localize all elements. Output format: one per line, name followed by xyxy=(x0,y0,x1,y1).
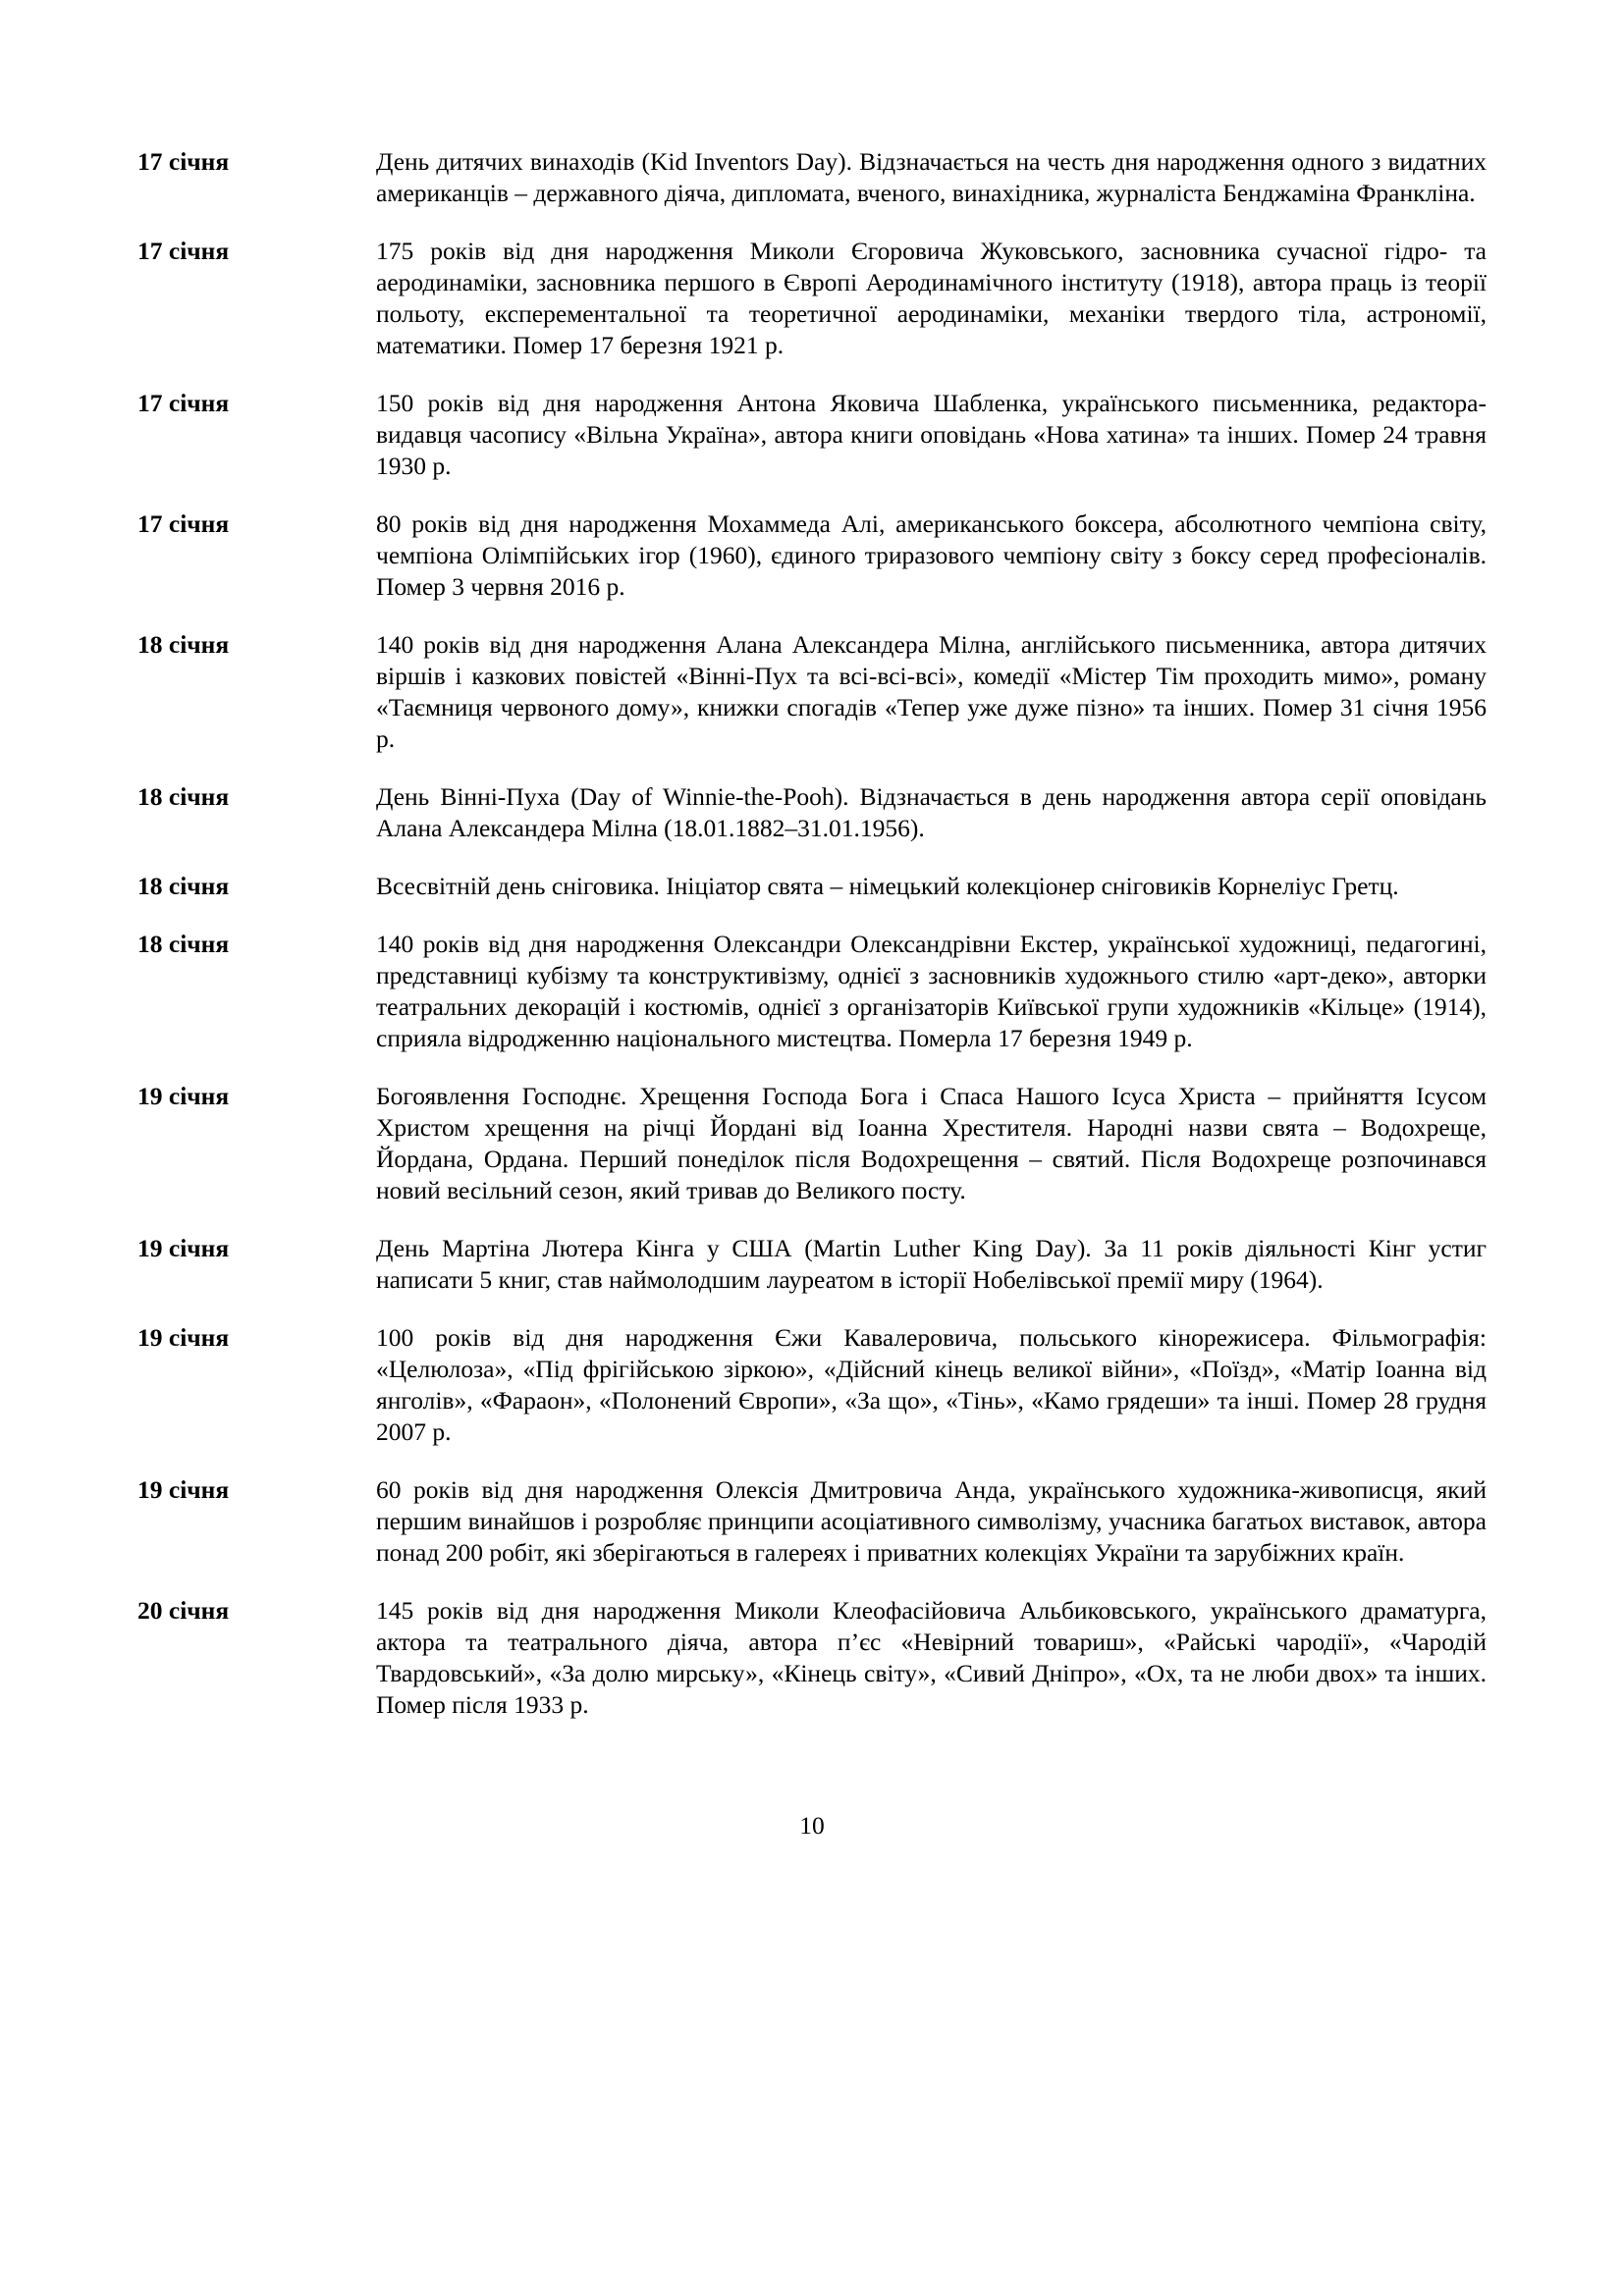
calendar-entry xyxy=(137,508,1487,603)
calendar-entry xyxy=(137,236,1487,361)
calendar-entry xyxy=(137,1322,1487,1448)
calendar-entry xyxy=(137,146,1487,209)
entry-description: 100 років від дня народження Єжи Кавалеровича, польського кінорежисера. Фільмографія: «Целюлоза», «Під фрігійською зіркою», «Дійсний кінець великої війни», «Поїзд», «Матір Іоанна від янголів», «Фараон», «Полонений Європи», «За що», «Тінь», «Камо грядеши» та інші. Помер 28 грудня 2007 р. xyxy=(376,1323,1487,1446)
entry-description: 80 років від дня народження Мохаммеда Алі, американського боксера, абсолютного чемпіона світу, чемпіона Олімпійських ігор (1960), єдиного триразового чемпіону світу з боксу серед професіоналів. Помер 3 червня 2016 р. xyxy=(376,509,1487,601)
calendar-entry xyxy=(137,629,1487,755)
entry-description: Всесвітній день сніговика. Ініціатор свята – німецький колекціонер сніговиків Корнеліус Гретц. xyxy=(376,872,1399,900)
entry-date: 17 січня xyxy=(137,509,230,538)
calendar-entry xyxy=(137,1595,1487,1721)
entry-date: 19 січня xyxy=(137,1323,230,1352)
entry-date: 18 січня xyxy=(137,872,230,900)
entry-date: 18 січня xyxy=(137,782,230,811)
calendar-entry xyxy=(137,781,1487,844)
entry-date: 17 січня xyxy=(137,237,230,265)
entry-date: 20 січня xyxy=(137,1596,230,1625)
entry-description: День Мартіна Лютера Кінга у США (Martin Luther King Day). За 11 років діяльності Кінг устиг написати 5 книг, став наймолодшим лауреатом в історії Нобелівської премії миру (1964). xyxy=(376,1234,1487,1294)
entry-date: 17 січня xyxy=(137,147,230,176)
calendar-entry xyxy=(137,388,1487,482)
entry-date: 17 січня xyxy=(137,389,230,417)
entry-description: 150 років від дня народження Антона Яковича Шабленка, українського письменника, редактора-видавця часопису «Вільна Україна», автора книги оповідань «Нова хатина» та інших. Помер 24 травня 1930 р. xyxy=(376,389,1487,480)
entry-date: 18 січня xyxy=(137,630,230,659)
calendar-entry xyxy=(137,871,1487,902)
page-number: 10 xyxy=(799,1811,825,1840)
entry-date: 19 січня xyxy=(137,1082,230,1110)
entry-date: 19 січня xyxy=(137,1475,230,1504)
calendar-entry xyxy=(137,1233,1487,1296)
entry-description: 145 років від дня народження Миколи Клеофасійовича Альбиковського, українського драматурга, актора та театрального діяча, автора п’єс «Невірний товариш», «Райські чародії», «Чародій Твардовський», «За долю мирську», «Кінець світу», «Сивий Дніпро», «Ох, та не люби двох» та інших. Помер після 1933 р. xyxy=(376,1596,1487,1719)
entry-description: День дитячих винаходів (Kid Inventors Day). Відзначається на честь дня народження одного з видатних американців – державного діяча, дипломата, вченого, винахідника, журналіста Бенджаміна Франкліна. xyxy=(376,147,1487,207)
calendar-entry xyxy=(137,929,1487,1054)
entry-description: 140 років від дня народження Алана Александера Мілна, англійського письменника, автора дитячих віршів і казкових повістей «Вінні-Пух та всі-всі-всі», комедії «Містер Тім проходить мимо», роману «Таємниця червоного дому», книжки спогадів «Тепер уже дуже пізно» та інших. Помер 31 січня 1956 р. xyxy=(376,630,1487,753)
entry-description: 140 років від дня народження Олександри Олександрівни Екстер, української художниці, педагогині, представниці кубізму та конструктивізму, однієї з засновників художнього стилю «арт-деко», авторки театральних декорацій і костюмів, однієї з організаторів Київської групи художників «Кільце» (1914), сприяла відродженню національного мистецтва. Померла 17 березня 1949 р. xyxy=(376,930,1487,1052)
entry-description: 175 років від дня народження Миколи Єгоровича Жуковського, засновника сучасної гідро- та аеродинаміки, засновника першого в Європі Аеродинамічного інституту (1918), автора праць із теорії польоту, експерементальної та теоретичної аеродинаміки, механіки твердого тіла, астрономії, математики. Помер 17 березня 1921 р. xyxy=(376,237,1487,359)
entry-description: Богоявлення Господнє. Хрещення Господа Бога і Спаса Нашого Ісуса Христа – прийняття Ісусом Христом хрещення на річці Йордані від Іоанна Хрестителя. Народні назви свята – Водохреще, Йордана, Ордана. Перший понеділок після Водохрещення – святий. Після Водохреще розпочинався новий весільний сезон, який тривав до Великого посту. xyxy=(376,1082,1487,1204)
calendar-entry xyxy=(137,1474,1487,1569)
entry-date: 18 січня xyxy=(137,930,230,958)
calendar-entry xyxy=(137,1081,1487,1206)
entry-description: 60 років від дня народження Олексія Дмитровича Анда, українського художника-живописця, який першим винайшов і розробляє принципи асоціативного символізму, учасника багатьох виставок, автора понад 200 робіт, які зберігаються в галереях і приватних колекціях України та зарубіжних країн. xyxy=(376,1475,1487,1567)
entry-date: 19 січня xyxy=(137,1234,230,1262)
entry-description: День Вінні-Пуха (Day of Winnie-the-Pooh). Відзначається в день народження автора серії оповідань Алана Александера Мілна (18.01.1882–31.01.1956). xyxy=(376,782,1487,842)
calendar-entries-list xyxy=(137,146,1487,1747)
